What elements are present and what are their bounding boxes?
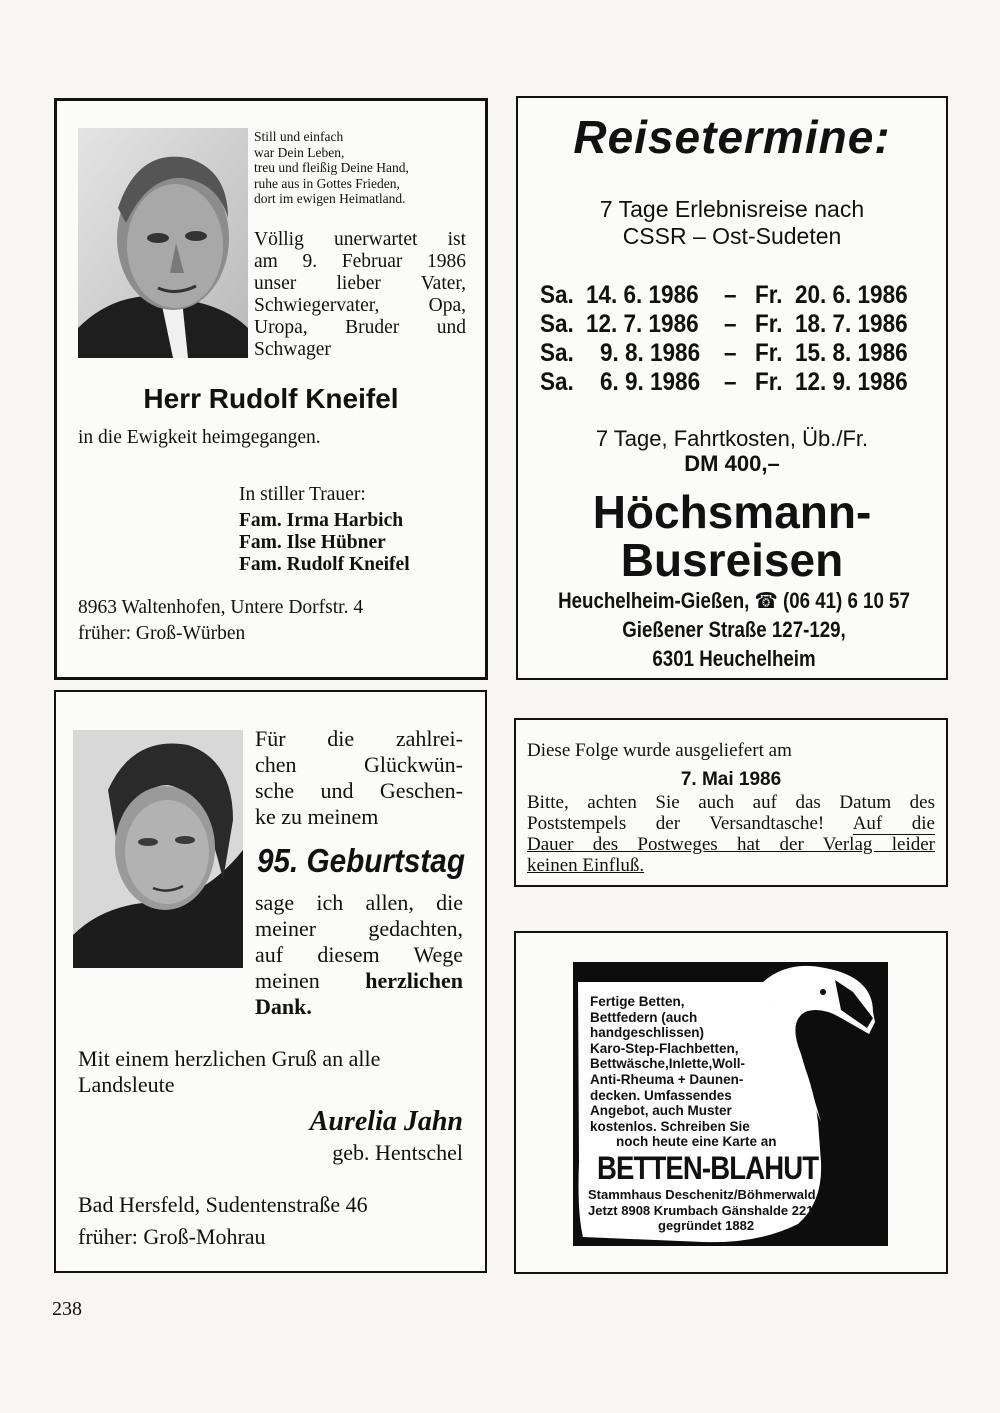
- to-date: 18. 7. 1986: [795, 310, 908, 338]
- mourning-label: In stiller Trauer:: [239, 484, 366, 505]
- betten-brand: BETTEN-BLAHUT: [597, 1150, 819, 1186]
- footer-line: Jetzt 8908 Krumbach Gänshalde 221: [588, 1202, 814, 1218]
- to-date: 20. 6. 1986: [795, 281, 908, 309]
- company-contact: [508, 586, 960, 673]
- date-row: [540, 368, 930, 398]
- to-date: 15. 8. 1986: [795, 339, 908, 367]
- travel-price: DM 400,–: [684, 451, 780, 476]
- betten-line: Karo-Step-Flachbetten,: [590, 1040, 739, 1056]
- notice-date: 7. Mai 1986: [680, 769, 782, 790]
- intro-line: CSSR – Ost-Sudeten: [622, 223, 842, 249]
- betten-line: decken. Umfassendes: [590, 1087, 732, 1103]
- travel-costs: 7 Tage, Fahrtkosten, Üb./Fr.: [595, 426, 869, 451]
- poem-line: ruhe aus in Gottes Frieden,: [254, 175, 400, 191]
- company-line: Busreisen: [620, 534, 844, 586]
- from-day: Sa.: [540, 339, 574, 367]
- mourners-block: [239, 484, 410, 576]
- date-dash: –: [724, 281, 737, 309]
- to-day: Fr.: [755, 310, 783, 338]
- announcement-line: Uropa, Bruder und: [254, 317, 466, 338]
- betten-text: [590, 994, 777, 1150]
- betten-line: kostenlos. Schreiben Sie: [590, 1118, 750, 1134]
- birthday-headline: 95. Geburtstag: [257, 842, 465, 879]
- family-name: Fam. Rudolf Kneifel: [239, 554, 410, 575]
- contact-line: Gießener Straße 127-129,: [622, 617, 846, 642]
- from-date: 9. 8. 1986: [600, 339, 701, 367]
- greeting-line: Landsleute: [78, 1072, 175, 1097]
- from-date: 6. 9. 1986: [600, 368, 701, 396]
- thanks-prefix: meinen: [255, 968, 320, 993]
- intro-line: Für die zahlrei-: [255, 726, 463, 751]
- thanks-line: sage ich allen, die: [255, 890, 463, 915]
- poem-line: Still und einfach: [254, 129, 344, 144]
- date-row: [540, 339, 930, 369]
- obituary-address: [78, 595, 363, 647]
- passed-text: in die Ewigkeit heimgegangen.: [78, 427, 321, 448]
- from-date: 14. 6. 1986: [586, 281, 699, 309]
- to-day: Fr.: [755, 281, 783, 309]
- portrait-photo-woman: [73, 730, 243, 968]
- date-row: [540, 281, 930, 311]
- address-line: Bad Hersfeld, Sudentenstraße 46: [78, 1192, 368, 1217]
- betten-ad-box: [514, 931, 948, 1274]
- birthday-thanks: [255, 890, 463, 1020]
- family-name: Fam. Irma Harbich: [239, 510, 404, 531]
- thanks-end: Dank.: [255, 994, 312, 1019]
- greeting-line: Mit einem herzlichen Gruß an alle: [78, 1046, 381, 1071]
- betten-line: Fertige Betten,: [590, 994, 685, 1009]
- announcement-line: Völlig unerwartet ist: [254, 229, 466, 250]
- page-number: 238: [52, 1298, 82, 1320]
- footer-line: gegründet 1882: [658, 1218, 755, 1233]
- betten-line: noch heute eine Karte an: [616, 1134, 777, 1150]
- birthday-intro: [255, 726, 463, 830]
- to-date: 12. 9. 1986: [795, 368, 908, 396]
- signature-name: Aurelia Jahn: [309, 1106, 463, 1137]
- date-dash: –: [724, 310, 737, 338]
- intro-line: chen Glückwün-: [255, 752, 463, 777]
- birthday-greeting: [78, 1046, 380, 1098]
- from-day: Sa.: [540, 281, 574, 309]
- notice-line-4: Dauer des Postweges hat der Verlag leider: [527, 834, 935, 855]
- from-day: Sa.: [540, 368, 574, 396]
- intro-line: ke zu meinem: [255, 804, 379, 829]
- maiden-name: geb. Hentschel: [332, 1140, 463, 1165]
- poem-line: dort im ewigen Heimatland.: [254, 191, 406, 206]
- poem-line: war Dein Leben,: [254, 144, 345, 160]
- announcement-line: unser lieber Vater,: [254, 273, 466, 294]
- intro-line: sche und Geschen-: [255, 778, 463, 803]
- betten-footer: [588, 1187, 816, 1234]
- intro-line: 7 Tage Erlebnisreise nach: [599, 196, 865, 222]
- birthday-address: [78, 1189, 368, 1253]
- footer-line: Stammhaus Deschenitz/Böhmerwald: [588, 1187, 816, 1202]
- from-day: Sa.: [540, 310, 574, 338]
- travel-ad-box: [516, 96, 948, 680]
- former-home: früher: Groß-Würben: [78, 623, 246, 644]
- company-line: Höchsmann-: [592, 486, 872, 538]
- date-dash: –: [724, 339, 737, 367]
- notice-line-2: Bitte, achten Sie auch auf das Datum des: [527, 792, 935, 813]
- date-row: [540, 310, 930, 340]
- notice-line-3: [527, 813, 935, 834]
- notice-line-1: Diese Folge wurde ausgeliefert am: [527, 740, 792, 761]
- notice-line-5: keinen Einfluß.: [527, 855, 645, 876]
- betten-line: handgeschlissen): [590, 1025, 705, 1041]
- thanks-line: meiner gedachten,: [255, 916, 463, 941]
- family-name: Fam. Ilse Hübner: [239, 532, 386, 553]
- travel-title: Reisetermine:: [573, 111, 891, 163]
- betten-line: Anti-Rheuma + Daunen-: [590, 1071, 744, 1087]
- thanks-line: [255, 968, 463, 994]
- announcement-line: Schwager: [254, 339, 331, 360]
- betten-line: Bettwäsche,Inlette,Woll-: [590, 1056, 746, 1072]
- contact-line: Heuchelheim-Gießen, ☎ (06 41) 6 10 57: [558, 588, 910, 613]
- delivery-notice-box: [514, 718, 948, 887]
- betten-line: Angebot, auch Muster: [590, 1103, 732, 1119]
- address-line: 8963 Waltenhofen, Untere Dorfstr. 4: [78, 597, 364, 618]
- contact-line: 6301 Heuchelheim: [652, 646, 816, 671]
- notice-body: [527, 792, 935, 876]
- birthday-box: [54, 690, 487, 1273]
- announcement-line: Schwiegervater, Opa,: [254, 295, 466, 316]
- obituary-announcement: [254, 229, 466, 361]
- date-dash: –: [724, 368, 737, 396]
- thanks-bold: herzlichen: [365, 968, 463, 993]
- notice-underlined-start: Auf die: [852, 813, 935, 834]
- portrait-photo-man: [78, 128, 248, 358]
- obituary-box: [54, 98, 488, 680]
- notice-line-3-text: Poststempels der Versandtasche!: [527, 813, 825, 834]
- betten-line: Bettfedern (auch: [590, 1009, 698, 1025]
- betten-ad-panel: [573, 962, 888, 1246]
- poem-line: treu und fleißig Deine Hand,: [254, 160, 409, 175]
- former-home: früher: Groß-Mohrau: [78, 1224, 266, 1249]
- to-day: Fr.: [755, 368, 783, 396]
- from-date: 12. 7. 1986: [586, 310, 699, 338]
- announcement-line: am 9. Februar 1986: [254, 251, 466, 272]
- travel-dates: [540, 281, 930, 401]
- travel-intro: [518, 196, 946, 250]
- obituary-poem: [254, 129, 409, 207]
- company-name: [518, 488, 946, 584]
- to-day: Fr.: [755, 339, 783, 367]
- deceased-name: Herr Rudolf Kneifel: [143, 383, 399, 414]
- thanks-line: auf diesem Wege: [255, 942, 463, 967]
